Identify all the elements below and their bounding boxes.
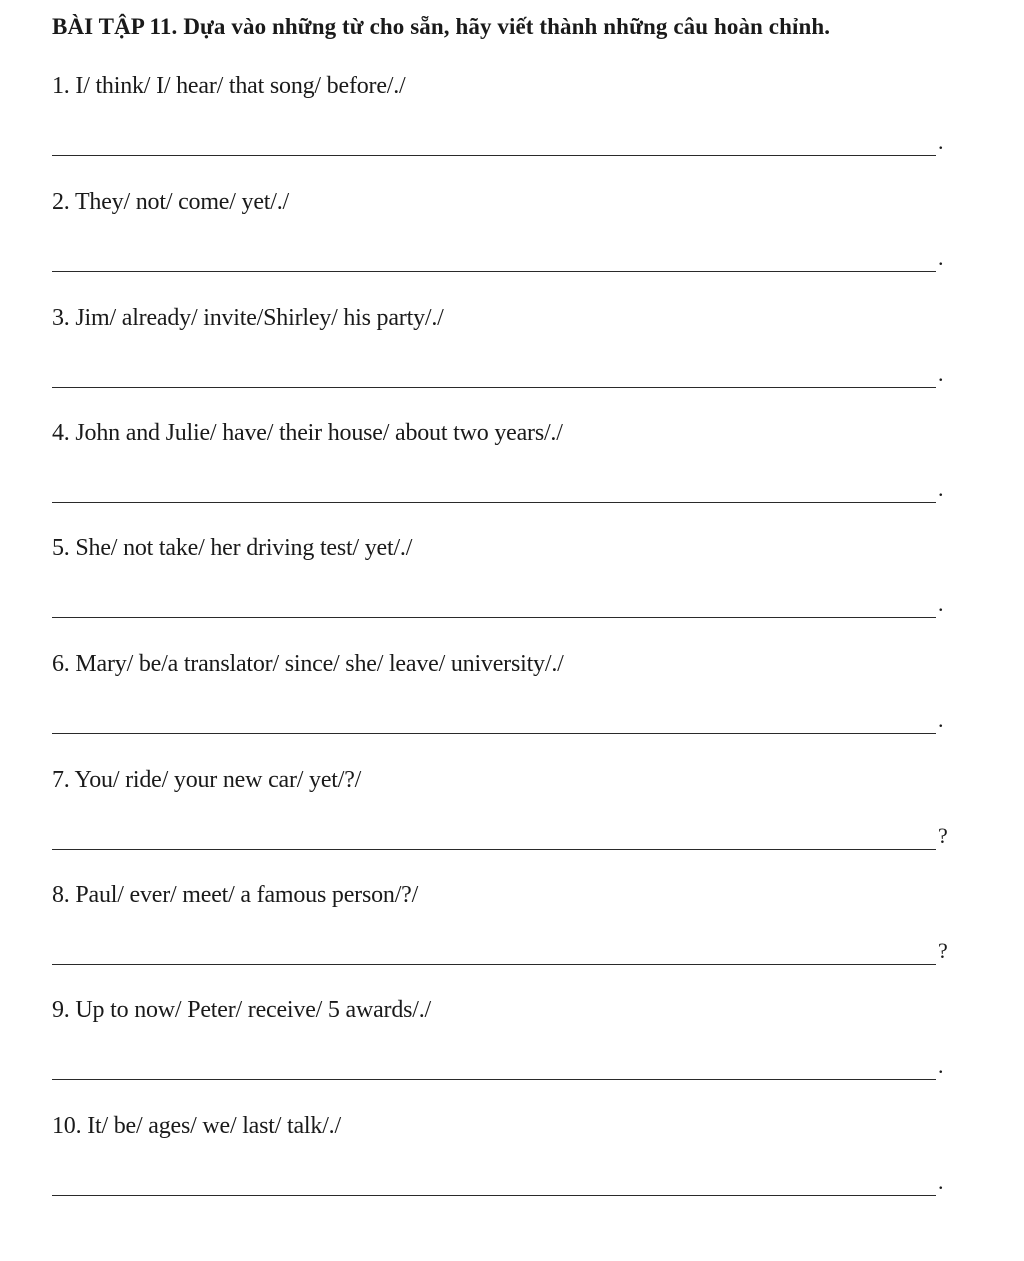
exercise-prompt: 6. Mary/ be/a translator/ since/ she/ leave/ university/./ <box>52 651 564 677</box>
answer-line[interactable] <box>52 271 936 272</box>
sentence-end-mark: ? <box>938 823 948 848</box>
exercise-item-3 <box>52 305 952 405</box>
exercise-item-8 <box>52 882 952 982</box>
exercise-item-5 <box>52 535 952 635</box>
answer-line[interactable] <box>52 502 936 503</box>
sentence-end-mark: . <box>938 476 944 501</box>
exercise-item-9 <box>52 997 952 1097</box>
answer-line[interactable] <box>52 1195 936 1196</box>
exercise-item-2 <box>52 189 952 289</box>
exercise-prompt: 2. They/ not/ come/ yet/./ <box>52 189 289 215</box>
exercise-item-10 <box>52 1113 952 1213</box>
sentence-end-mark: . <box>938 591 944 616</box>
answer-line[interactable] <box>52 1079 936 1080</box>
exercise-item-4 <box>52 420 952 520</box>
sentence-end-mark: . <box>938 245 944 270</box>
answer-line[interactable] <box>52 964 936 965</box>
exercise-prompt: 5. She/ not take/ her driving test/ yet/./ <box>52 535 413 561</box>
exercise-prompt: 1. I/ think/ I/ hear/ that song/ before/./ <box>52 73 406 99</box>
exercise-item-7 <box>52 767 952 867</box>
exercise-prompt: 4. John and Julie/ have/ their house/ about two years/./ <box>52 420 563 446</box>
exercise-prompt: 10. It/ be/ ages/ we/ last/ talk/./ <box>52 1113 341 1139</box>
exercise-item-6 <box>52 651 952 751</box>
exercise-item-1 <box>52 73 952 173</box>
exercise-title <box>52 14 1012 40</box>
exercise-prompt: 3. Jim/ already/ invite/Shirley/ his party/./ <box>52 305 444 331</box>
sentence-end-mark: . <box>938 1169 944 1194</box>
exercise-prompt: 8. Paul/ ever/ meet/ a famous person/?/ <box>52 882 419 908</box>
answer-line[interactable] <box>52 155 936 156</box>
sentence-end-mark: ? <box>938 938 948 963</box>
answer-line[interactable] <box>52 617 936 618</box>
exercise-prompt: 7. You/ ride/ your new car/ yet/?/ <box>52 767 362 793</box>
sentence-end-mark: . <box>938 361 944 386</box>
answer-line[interactable] <box>52 733 936 734</box>
sentence-end-mark: . <box>938 1053 944 1078</box>
answer-line[interactable] <box>52 849 936 850</box>
exercise-prompt: 9. Up to now/ Peter/ receive/ 5 awards/./ <box>52 997 432 1023</box>
answer-line[interactable] <box>52 387 936 388</box>
exercise-instruction: Dựa vào những từ cho sẵn, hãy viết thành những câu hoàn chỉnh. <box>183 14 831 39</box>
sentence-end-mark: . <box>938 707 944 732</box>
exercise-code: BÀI TẬP 11. <box>52 14 178 39</box>
sentence-end-mark: . <box>938 129 944 154</box>
